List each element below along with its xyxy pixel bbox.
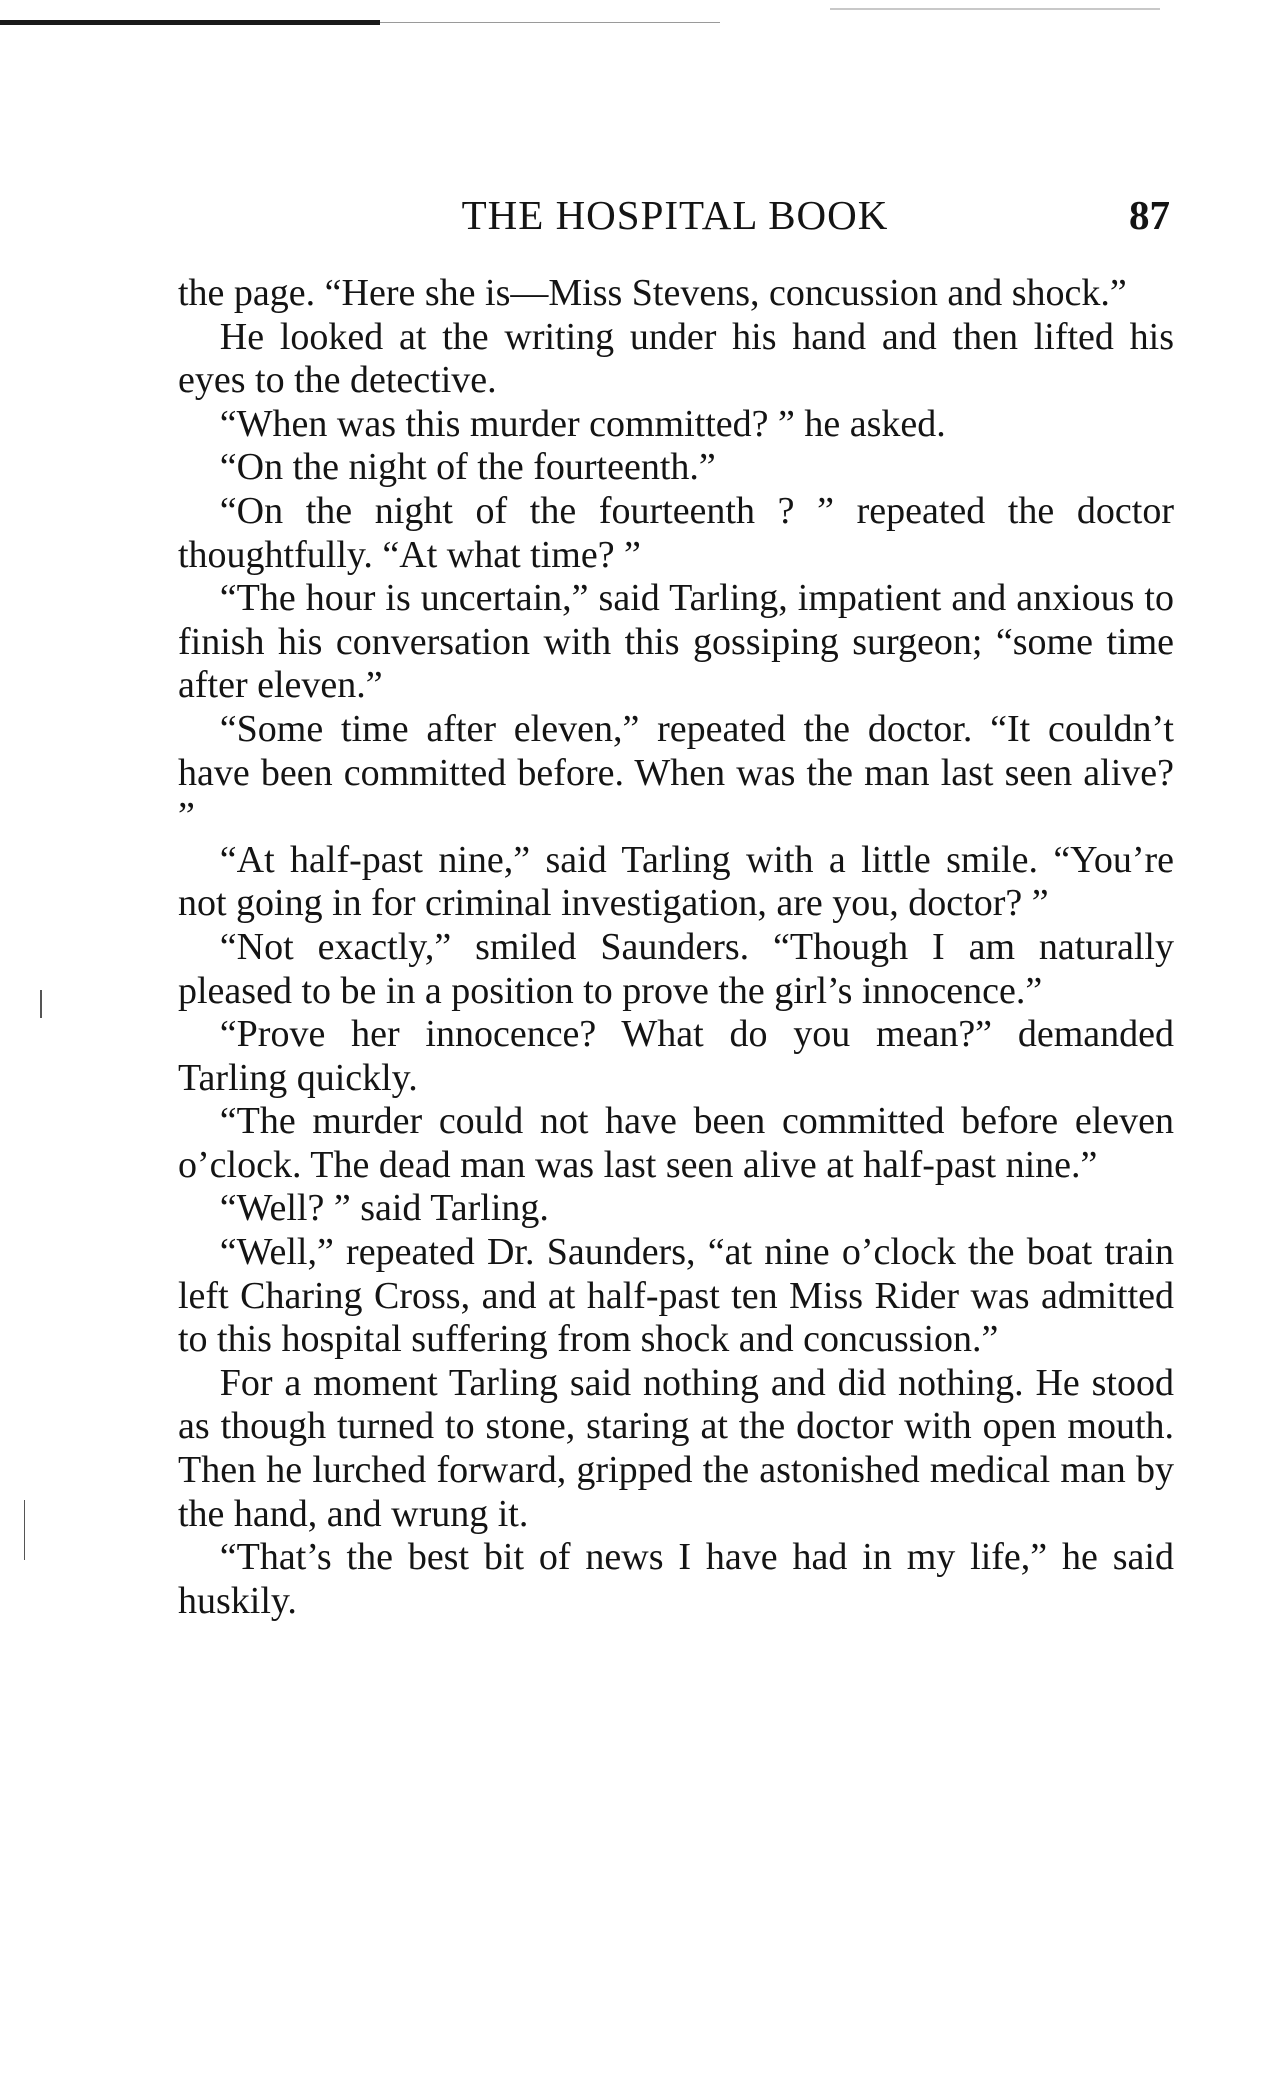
paragraph: “At half-past nine,” said Tarling with a little smile. “You’re not going in for criminal investigation, are you, doctor? ”: [178, 838, 1174, 925]
top-edge-rule-right: [830, 8, 1160, 10]
paragraph: “That’s the best bit of news I have had in my life,” he said huskily.: [178, 1536, 1174, 1622]
paragraph: “Well,” repeated Dr. Saunders, “at nine o’clock the boat train left Charing Cross, and at half-past ten Miss Rider was admitted to this hospital suffering from shock and concussion.”: [178, 1231, 1174, 1361]
paragraph: “Well? ” said Tarling.: [219, 1187, 549, 1230]
paragraph: For a moment Tarling said nothing and did nothing. He stood as though turned to stone, staring at the doctor with open mouth. Then he lurched forward, gripped the astonished medical man by the hand, and wrung it.: [178, 1361, 1174, 1535]
left-margin-mark: [40, 990, 42, 1018]
running-head: [180, 190, 1170, 240]
top-edge-rule: [0, 20, 380, 25]
paragraph: “Prove her innocence? What do you mean?” demanded Tarling quickly.: [178, 1013, 1174, 1099]
paragraph: “Some time after eleven,” repeated the doctor. “It couldn’t have been committed before. When was the man last seen alive? ”: [178, 707, 1174, 838]
paragraph: “On the night of the fourteenth ? ” repeated the doctor thoughtfully. “At what time? ”: [178, 489, 1174, 576]
paragraph: “Not exactly,” smiled Saunders. “Though I am naturally pleased to be in a position to prove the girl’s innocence.”: [178, 925, 1174, 1012]
paragraph: “The murder could not have been committed before eleven o’clock. The dead man was last seen alive at half-past nine.”: [178, 1100, 1174, 1186]
paragraph: He looked at the writing under his hand and then lifted his eyes to the detective.: [178, 315, 1174, 402]
running-title: THE HOSPITAL BOOK: [461, 192, 889, 238]
paragraph: “When was this murder committed? ” he asked.: [219, 402, 946, 445]
body-text: [178, 272, 1174, 1623]
left-margin-mark: [24, 1500, 25, 1560]
paragraph: “The hour is uncertain,” said Tarling, impatient and anxious to finish his conversation with this gossiping surgeon; “some time after eleven.”: [178, 577, 1174, 707]
paragraph: the page. “Here she is—Miss Stevens, concussion and shock.”: [178, 272, 1127, 314]
top-edge-rule-thin: [380, 22, 720, 23]
paragraph: “On the night of the fourteenth.”: [219, 446, 716, 489]
page-number: 87: [1129, 192, 1170, 238]
